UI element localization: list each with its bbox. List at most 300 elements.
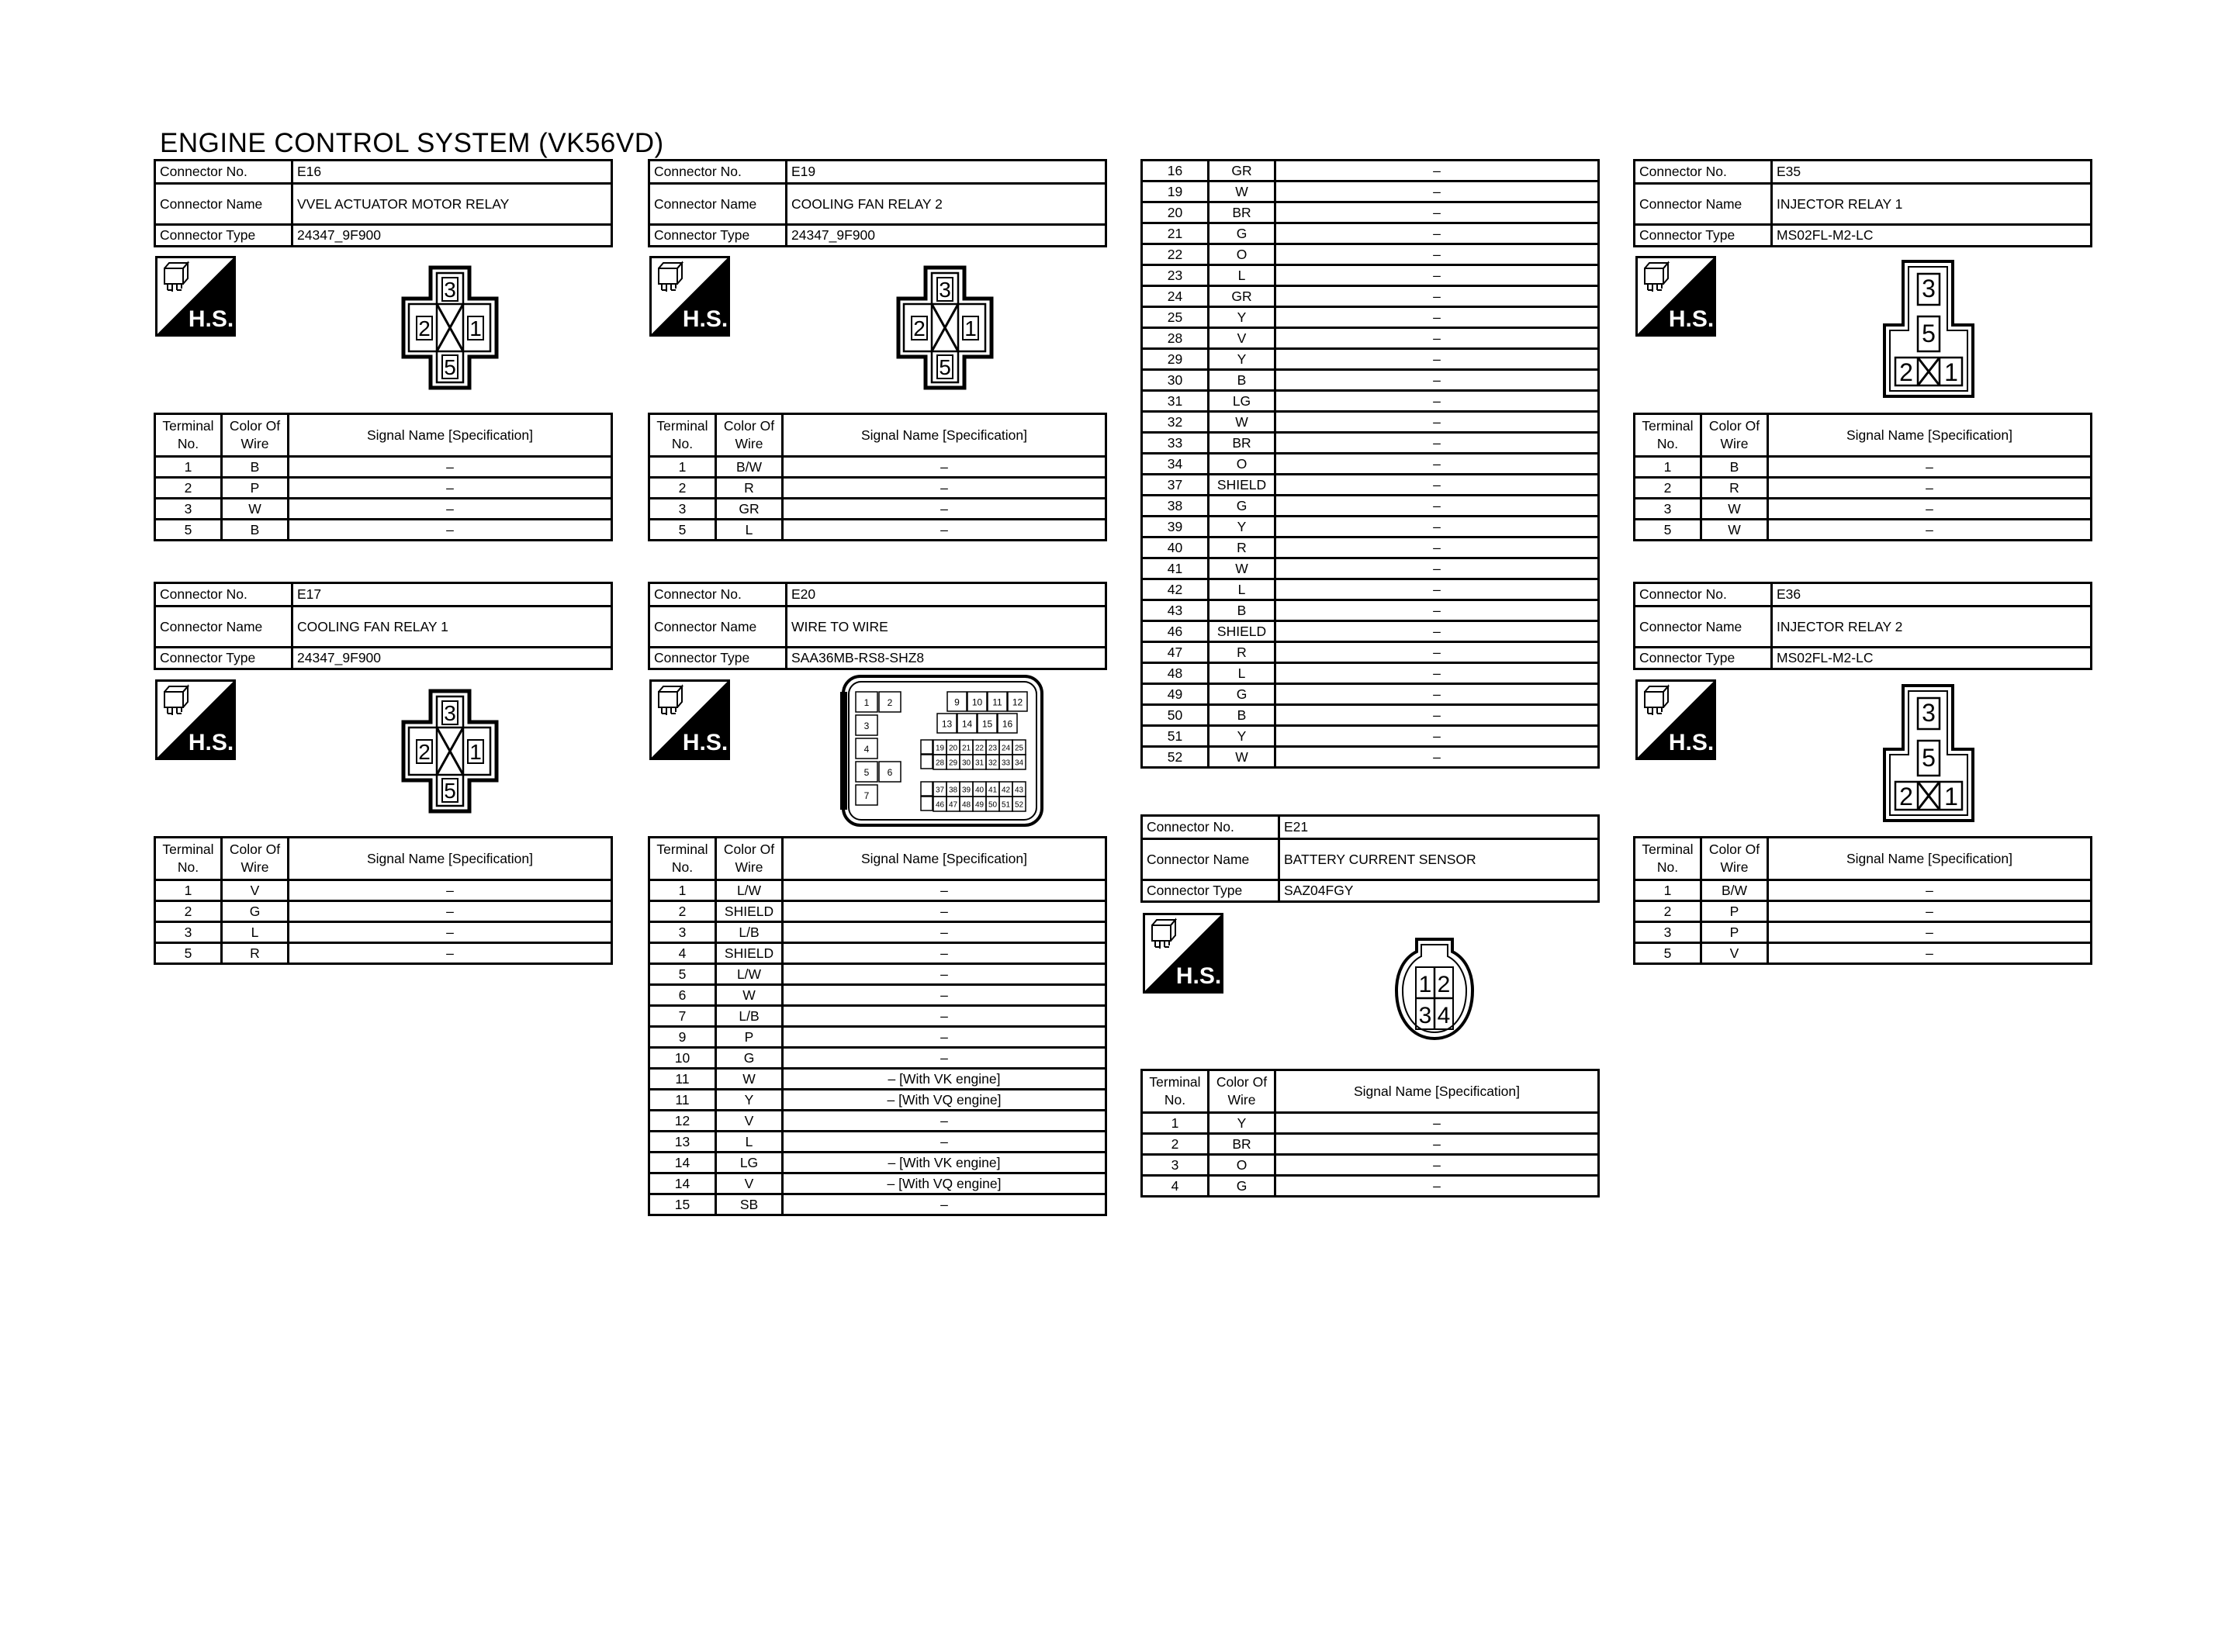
wire-color-cell: G [1209,684,1275,705]
terminal-no-cell: 50 [1142,705,1209,726]
pin-label: 46 [935,800,945,810]
pin-label: 2 [913,316,926,340]
terminal-no-cell: 5 [649,964,716,985]
connector-e21-header [1140,814,1600,903]
label-connector-no: Connector No. [1635,583,1772,607]
terminal-no-cell: 23 [1142,265,1209,286]
pin-label: 22 [974,744,985,753]
signal-name-cell: – [1275,537,1599,558]
label-connector-type: Connector Type [1142,880,1279,902]
signal-name-cell: – [783,1048,1106,1069]
pin-label: 41 [988,786,998,795]
pin-label: 4 [1437,1003,1451,1028]
pin-label: 49 [974,800,985,810]
terminal-no-cell: 5 [1635,520,1701,541]
hs-label: H.S. [682,730,728,755]
terminal-no-cell: 38 [1142,496,1209,517]
signal-name-cell: – [1275,558,1599,579]
connector-name-value: WIRE TO WIRE [787,607,1106,648]
wire-color-cell: R [716,478,783,499]
signal-name-cell: – [1275,370,1599,391]
terminal-no-cell: 29 [1142,349,1209,370]
terminal-no-cell: 11 [649,1069,716,1090]
table-row [1142,1176,1599,1197]
table-row [1142,663,1599,684]
signal-name-cell: – [1275,621,1599,642]
pin-label: 31 [974,759,985,768]
terminal-no-cell: 1 [155,880,222,901]
wire-color-cell: Y [1209,349,1275,370]
wire-color-cell: BR [1209,433,1275,454]
table-row [155,478,612,499]
connector-type-value: 24347_9F900 [787,225,1106,247]
terminal-no-cell: 1 [1142,1113,1209,1134]
pin-label: 19 [935,744,945,753]
header-signal-name: Signal Name [Specification] [289,838,612,880]
connector-e21-table [1140,1069,1600,1198]
signal-name-cell: – [289,478,612,499]
table-row [155,499,612,520]
signal-name-cell: – [1275,726,1599,747]
pin-label: 38 [948,786,958,795]
terminal-no-cell: 49 [1142,684,1209,705]
pin-label: 1 [469,316,482,340]
signal-name-cell: – [1275,496,1599,517]
label-connector-name: Connector Name [155,184,292,225]
signal-name-cell: – [1275,328,1599,349]
terminal-no-cell: 1 [1635,457,1701,478]
signal-name-cell: – [1275,747,1599,768]
terminal-no-cell: 46 [1142,621,1209,642]
terminal-no-cell: 4 [649,943,716,964]
signal-name-cell: – [783,1006,1106,1027]
table-row [1142,1134,1599,1155]
pin-label: 3 [444,278,456,302]
terminal-no-cell: 3 [155,922,222,943]
header-color-of-wire: Color Of Wire [716,838,783,880]
signal-name-cell: – [With VK engine] [783,1153,1106,1173]
signal-name-cell: – [With VQ engine] [783,1090,1106,1111]
wire-color-cell: SHIELD [716,901,783,922]
wire-color-cell: R [1701,478,1768,499]
terminal-no-cell: 14 [649,1173,716,1194]
terminal-no-cell: 2 [1635,901,1701,922]
signal-name-cell: – [1275,161,1599,181]
signal-name-cell: – [1768,943,2092,964]
table-row [1635,922,2092,943]
pin-label: 1 [1418,972,1432,997]
wire-color-cell: Y [716,1090,783,1111]
header-color-of-wire: Color Of Wire [1701,838,1768,880]
wire-color-cell: V [222,880,289,901]
pin-label: 20 [948,744,958,753]
header-color-of-wire: Color Of Wire [1701,414,1768,457]
table-row [649,478,1106,499]
pin-label: 5 [1922,744,1936,772]
terminal-no-cell: 2 [1635,478,1701,499]
pin-label: 3 [863,721,870,731]
wire-color-cell: W [1209,558,1275,579]
pin-label: 3 [1922,699,1936,727]
pin-label: 2 [418,316,431,340]
table-row [1142,286,1599,307]
header-terminal-no: Terminal No. [649,838,716,880]
header-signal-name: Signal Name [Specification] [783,414,1106,457]
wire-color-cell: V [1209,328,1275,349]
wire-color-cell: V [716,1111,783,1132]
table-row [1142,433,1599,454]
signal-name-cell: – [1275,286,1599,307]
pin-label: 3 [1922,275,1936,302]
table-row [1142,454,1599,475]
table-row [155,520,612,541]
signal-name-cell: – [289,457,612,478]
signal-name-cell: – [783,880,1106,901]
table-row [1142,747,1599,768]
wire-color-cell: L [1209,265,1275,286]
hs-icon [649,679,730,760]
signal-name-cell: – [1275,412,1599,433]
wire-color-cell: L/B [716,922,783,943]
wire-color-cell: R [1209,537,1275,558]
wire-color-cell: R [222,943,289,964]
table-row [1142,558,1599,579]
header-terminal-no: Terminal No. [1635,414,1701,457]
pin-label: 4 [863,744,870,755]
signal-name-cell: – [289,520,612,541]
header-terminal-no: Terminal No. [155,838,222,880]
wire-color-cell: G [716,1048,783,1069]
signal-name-cell: – [783,964,1106,985]
pin-label: 47 [948,800,958,810]
connector-no-value: E19 [787,161,1106,184]
hs-label: H.S. [188,306,234,332]
connector-name-value: COOLING FAN RELAY 1 [292,607,612,648]
wire-color-cell: GR [716,499,783,520]
wire-color-cell: W [716,985,783,1006]
table-row [155,901,612,922]
signal-name-cell: – [783,520,1106,541]
connector-e19-diagram [895,264,995,392]
signal-name-cell: – [783,901,1106,922]
wire-color-cell: BR [1209,202,1275,223]
wire-color-cell: B [1701,457,1768,478]
table-row [1635,457,2092,478]
table-row [1142,475,1599,496]
signal-name-cell: – [1275,475,1599,496]
hs-label: H.S. [682,306,728,332]
wire-color-cell: Y [1209,517,1275,537]
signal-name-cell: – [783,1027,1106,1048]
pin-label: 5 [444,779,456,803]
table-row [155,880,612,901]
terminal-no-cell: 43 [1142,600,1209,621]
wire-color-cell: P [222,478,289,499]
hs-label: H.S. [188,730,234,755]
table-row [649,1069,1106,1090]
table-row [155,922,612,943]
table-row [1142,391,1599,412]
wire-color-cell: P [1701,901,1768,922]
connector-e17-header [154,582,613,670]
hs-label: H.S. [1175,963,1222,989]
table-row [649,457,1106,478]
signal-name-cell: – [1275,517,1599,537]
terminal-no-cell: 39 [1142,517,1209,537]
table-row [649,1111,1106,1132]
wire-color-cell: B/W [1701,880,1768,901]
table-row [155,943,612,964]
label-connector-no: Connector No. [155,583,292,607]
signal-name-cell: – [1768,922,2092,943]
pin-label: 48 [961,800,971,810]
table-row [1635,943,2092,964]
wire-color-cell: O [1209,454,1275,475]
table-row [155,457,612,478]
connector-e16-header [154,159,613,247]
terminal-no-cell: 2 [649,478,716,499]
connector-type-value: MS02FL-M2-LC [1772,648,2092,669]
label-connector-name: Connector Name [1635,607,1772,648]
pin-label: 42 [1001,786,1011,795]
table-row [1142,642,1599,663]
wire-color-cell: W [716,1069,783,1090]
wire-color-cell: LG [716,1153,783,1173]
table-row [1142,202,1599,223]
pin-label: 30 [961,759,971,768]
pin-label: 2 [1899,783,1913,810]
terminal-no-cell: 1 [1635,880,1701,901]
connector-e36-diagram [1881,683,1976,824]
wire-color-cell: P [716,1027,783,1048]
label-connector-type: Connector Type [155,225,292,247]
table-row [649,520,1106,541]
signal-name-cell: – [1768,478,2092,499]
signal-name-cell: – [1275,579,1599,600]
signal-name-cell: – [1275,265,1599,286]
table-row [649,922,1106,943]
signal-name-cell: – [1768,499,2092,520]
terminal-no-cell: 19 [1142,181,1209,202]
wire-color-cell: B [222,520,289,541]
hs-icon [1143,913,1223,994]
header-signal-name: Signal Name [Specification] [1768,838,2092,880]
header-terminal-no: Terminal No. [649,414,716,457]
signal-name-cell: – [1768,457,2092,478]
terminal-no-cell: 31 [1142,391,1209,412]
pin-label: 33 [1001,759,1011,768]
pin-label: 28 [935,759,945,768]
signal-name-cell: – [1275,663,1599,684]
connector-no-value: E36 [1772,583,2092,607]
pin-label: 43 [1014,786,1024,795]
terminal-no-cell: 5 [649,520,716,541]
table-row [1142,496,1599,517]
signal-name-cell: – [289,943,612,964]
terminal-no-cell: 34 [1142,454,1209,475]
table-row [1635,520,2092,541]
terminal-no-cell: 1 [155,457,222,478]
table-row [649,1048,1106,1069]
connector-e20-diagram [840,673,1046,828]
table-row [1142,349,1599,370]
terminal-no-cell: 2 [649,901,716,922]
terminal-no-cell: 16 [1142,161,1209,181]
pin-label: 5 [863,767,870,778]
pin-label: 3 [444,701,456,725]
pin-label: 1 [1944,783,1958,810]
wire-color-cell: W [1209,747,1275,768]
table-row [1142,621,1599,642]
wire-color-cell: O [1209,1155,1275,1176]
table-row [1142,517,1599,537]
header-signal-name: Signal Name [Specification] [783,838,1106,880]
connector-no-value: E17 [292,583,612,607]
pin-label: 1 [863,697,870,708]
label-connector-type: Connector Type [1635,648,1772,669]
terminal-no-cell: 24 [1142,286,1209,307]
table-row [649,1173,1106,1194]
header-terminal-no: Terminal No. [155,414,222,457]
signal-name-cell: – [1275,202,1599,223]
hs-icon [1635,679,1716,760]
terminal-no-cell: 4 [1142,1176,1209,1197]
signal-name-cell: – [289,499,612,520]
wire-color-cell: Y [1209,1113,1275,1134]
pin-label: 7 [863,790,870,801]
header-terminal-no: Terminal No. [1142,1070,1209,1113]
pin-label: 12 [1012,696,1023,708]
signal-name-cell: – [289,880,612,901]
pin-label: 32 [988,759,998,768]
wire-color-cell: G [1209,223,1275,244]
connector-e35-diagram [1881,258,1976,399]
connector-no-value: E21 [1279,816,1599,839]
wire-color-cell: R [1209,642,1275,663]
label-connector-name: Connector Name [649,607,787,648]
terminal-no-cell: 32 [1142,412,1209,433]
signal-name-cell: – [1275,307,1599,328]
label-connector-type: Connector Type [1635,225,1772,247]
terminal-no-cell: 12 [649,1111,716,1132]
signal-name-cell: – [1275,705,1599,726]
connector-name-value: VVEL ACTUATOR MOTOR RELAY [292,184,612,225]
signal-name-cell: – [1275,181,1599,202]
table-row [649,943,1106,964]
header-signal-name: Signal Name [Specification] [1768,414,2092,457]
wire-color-cell: L [716,520,783,541]
table-row [1142,600,1599,621]
signal-name-cell: – [289,922,612,943]
pin-label: 2 [1899,358,1913,386]
connector-name-value: BATTERY CURRENT SENSOR [1279,839,1599,880]
table-row [1142,1155,1599,1176]
terminal-no-cell: 51 [1142,726,1209,747]
terminal-no-cell: 30 [1142,370,1209,391]
table-row [1142,328,1599,349]
hs-icon [155,256,236,337]
page-title: ENGINE CONTROL SYSTEM (VK56VD) [160,128,664,158]
table-row [1142,181,1599,202]
pin-label: 1 [1944,358,1958,386]
pin-label: 3 [1418,1003,1432,1028]
signal-name-cell: – [783,457,1106,478]
pin-label: 11 [992,696,1002,708]
connector-type-value: MS02FL-M2-LC [1772,225,2092,247]
table-row [1635,880,2092,901]
terminal-no-cell: 25 [1142,307,1209,328]
pin-label: 10 [971,696,983,708]
connector-e19-table [648,413,1107,541]
header-color-of-wire: Color Of Wire [1209,1070,1275,1113]
connector-e16-table [154,413,613,541]
table-row [1142,244,1599,265]
signal-name-cell: – [1275,244,1599,265]
connector-e17-diagram [400,687,500,815]
pin-label: 5 [1922,320,1936,347]
terminal-no-cell: 11 [649,1090,716,1111]
terminal-no-cell: 7 [649,1006,716,1027]
signal-name-cell: – [1275,454,1599,475]
wire-color-cell: B/W [716,457,783,478]
terminal-no-cell: 20 [1142,202,1209,223]
connector-e36-table [1633,836,2092,965]
terminal-no-cell: 3 [1142,1155,1209,1176]
wire-color-cell: B [222,457,289,478]
signal-name-cell: – [783,1194,1106,1215]
table-row [649,1194,1106,1215]
connector-e35-table [1633,413,2092,541]
pin-label: 23 [988,744,998,753]
label-connector-name: Connector Name [649,184,787,225]
wire-color-cell: V [1701,943,1768,964]
connector-type-value: SAA36MB-RS8-SHZ8 [787,648,1106,669]
wire-color-cell: SB [716,1194,783,1215]
table-row [1142,265,1599,286]
pin-label: 16 [1002,718,1013,730]
signal-name-cell: – [783,922,1106,943]
signal-name-cell: – [1768,520,2092,541]
label-connector-type: Connector Type [649,648,787,669]
signal-name-cell: – [783,478,1106,499]
table-row [1142,579,1599,600]
pin-label: 21 [961,744,971,753]
table-row [649,1006,1106,1027]
wire-color-cell: LG [1209,391,1275,412]
wire-color-cell: L/W [716,880,783,901]
connector-type-value: 24347_9F900 [292,225,612,247]
signal-name-cell: – [1275,1155,1599,1176]
wire-color-cell: W [222,499,289,520]
label-connector-no: Connector No. [1142,816,1279,839]
table-row [1142,705,1599,726]
wire-color-cell: L/W [716,964,783,985]
table-row [649,1090,1106,1111]
terminal-no-cell: 13 [649,1132,716,1153]
terminal-no-cell: 15 [649,1194,716,1215]
terminal-no-cell: 2 [155,901,222,922]
signal-name-cell: – [783,985,1106,1006]
table-row [649,880,1106,901]
table-row [649,901,1106,922]
wire-color-cell: SHIELD [1209,475,1275,496]
connector-e35-header [1633,159,2092,247]
wire-color-cell: W [1209,412,1275,433]
label-connector-name: Connector Name [1142,839,1279,880]
header-color-of-wire: Color Of Wire [222,838,289,880]
terminal-no-cell: 47 [1142,642,1209,663]
pin-label: 51 [1001,800,1011,810]
